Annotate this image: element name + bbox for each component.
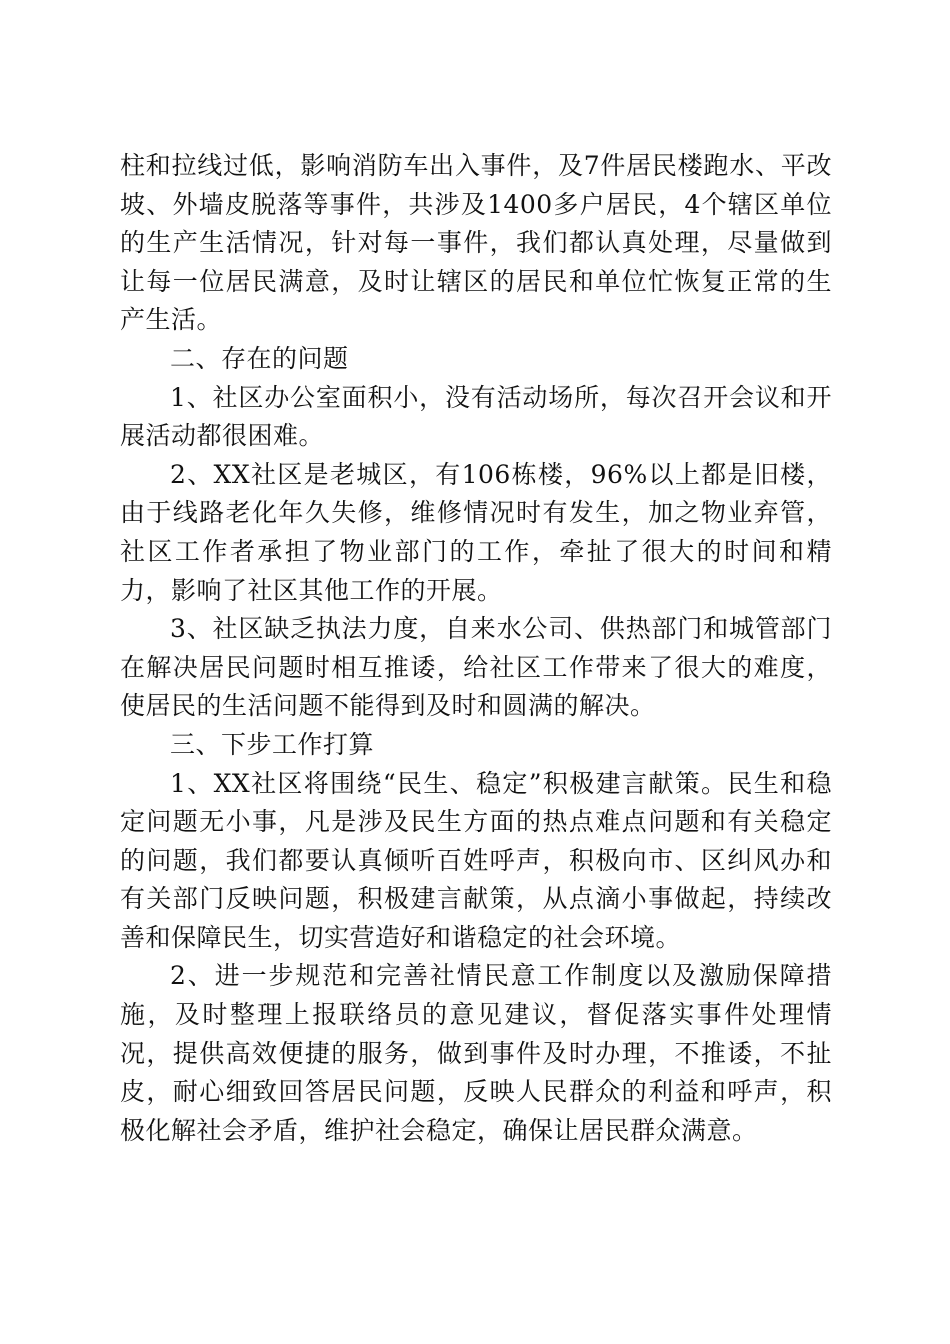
problem-item-2: 2、XX社区是老城区，有106栋楼，96%以上都是旧楼，由于线路老化年久失修，维修情况时有发生，加之物业弃管，社区工作者承担了物业部门的工作，牵扯了很大的时间和精力，影响了社区其他工作的开展。	[120, 459, 832, 605]
section-heading-problems: 二、存在的问题	[170, 343, 349, 373]
document-body	[120, 147, 832, 1150]
continuation-paragraph: 柱和拉线过低，影响消防车出入事件，及7件居民楼跑水、平改坡、外墙皮脱落等事件，共涉及1400多户居民，4个辖区单位的生产生活情况，针对每一事件，我们都认真处理，尽量做到让每一位居民满意，及时让辖区的居民和单位忙恢复正常的生产生活。	[120, 151, 832, 335]
plan-item-2: 2、进一步规范和完善社情民意工作制度以及激励保障措施，及时整理上报联络员的意见建议，督促落实事件处理情况，提供高效便捷的服务，做到事件及时办理，不推诿，不扯皮，耐心细致回答居民问题，反映人民群众的利益和呼声，积极化解社会矛盾，维护社会稳定，确保让居民群众满意。	[120, 961, 832, 1145]
problem-item-3: 3、社区缺乏执法力度，自来水公司、供热部门和城管部门在解决居民问题时相互推诿，给社区工作带来了很大的难度，使居民的生活问题不能得到及时和圆满的解决。	[120, 614, 832, 721]
plan-item-1: 1、XX社区将围绕“民生、稳定”积极建言献策。民生和稳定问题无小事，凡是涉及民生方面的热点难点问题和有关稳定的问题，我们都要认真倾听百姓呼声，积极向市、区纠风办和有关部门反映问题，积极建言献策，从点滴小事做起，持续改善和保障民生，切实营造好和谐稳定的社会环境。	[120, 768, 832, 952]
section-heading-next-steps: 三、下步工作打算	[170, 729, 375, 759]
problem-item-1: 1、社区办公室面积小，没有活动场所，每次召开会议和开展活动都很困难。	[120, 382, 832, 451]
